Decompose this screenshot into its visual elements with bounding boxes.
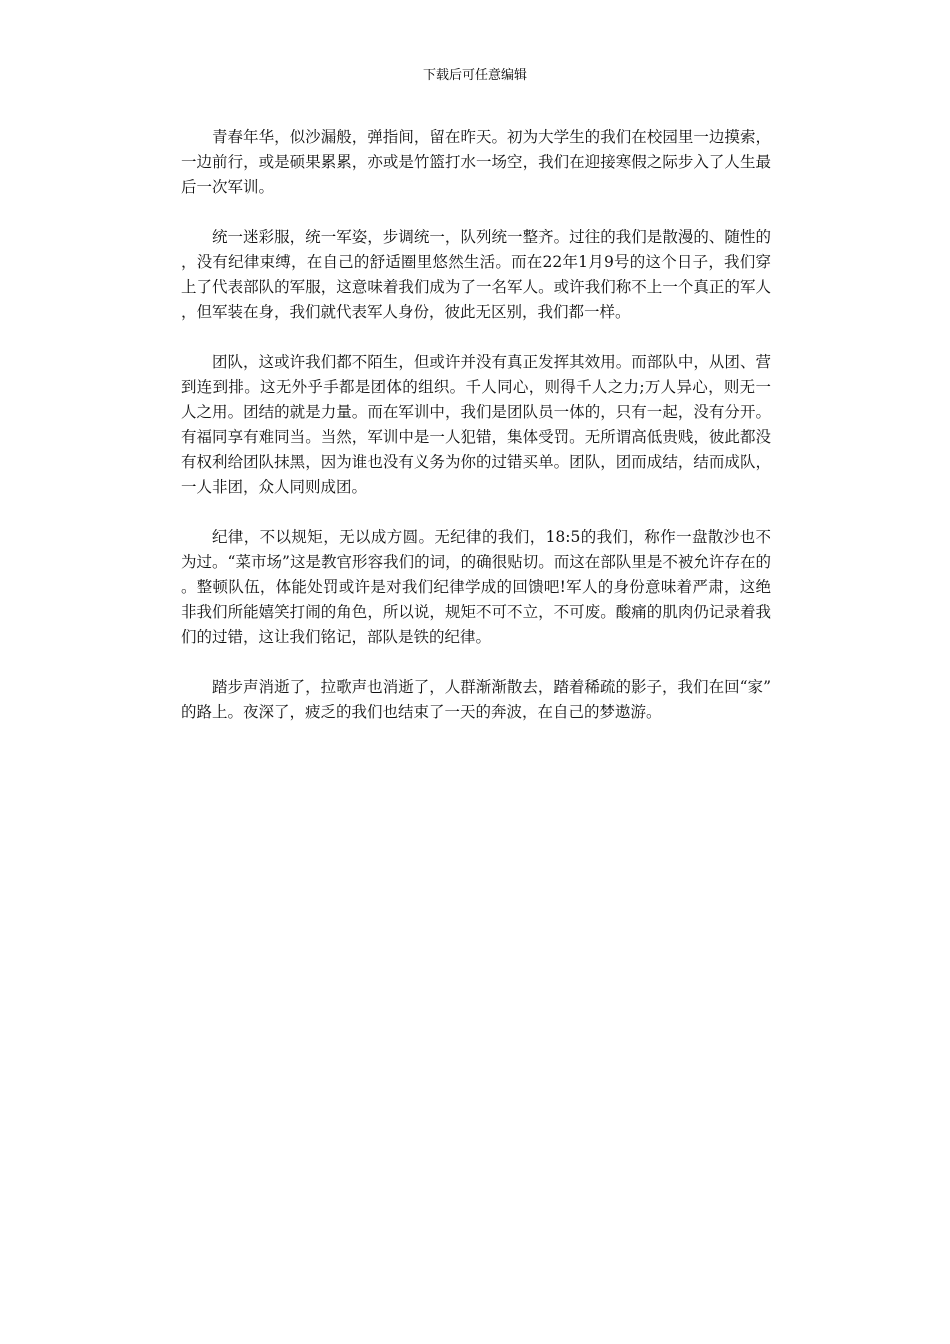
paragraph-4: 纪律，不以规矩，无以成方圆。无纪律的我们，18:5的我们，称作一盘散沙也不为过。“菜市场”这是教官形容我们的词，的确很贴切。而这在部队里是不被允许存在的。整顿队伍，体能处罚或许是对我们纪律学成的回馈吧!军人的身份意味着严肃，这绝非我们所能嬉笑打闹的角色，所以说，规矩不可不立，不可废。酸痛的肌肉仍记录着我们的过错，这让我们铭记，部队是铁的纪律。 [181,528,771,646]
page-header: 下载后可任意编辑 [422,68,527,83]
paragraph-2: 统一迷彩服，统一军姿，步调统一，队列统一整齐。过往的我们是散漫的、随性的，没有纪律束缚，在自己的舒适圈里悠然生活。而在22年1月9号的这个日子，我们穿上了代表部队的军服，这意味着我们成为了一名军人。或许我们称不上一个真正的军人，但军装在身，我们就代表军人身份，彼此无区别，我们都一样。 [181,228,771,321]
document-body [181,125,771,750]
paragraph-5: 踏步声消逝了，拉歌声也消逝了，人群渐渐散去，踏着稀疏的影子，我们在回“家”的路上。夜深了，疲乏的我们也结束了一天的奔波，在自己的梦遨游。 [181,678,771,721]
paragraph-3: 团队，这或许我们都不陌生，但或许并没有真正发挥其效用。而部队中，从团、营到连到排。这无外乎手都是团体的组织。千人同心，则得千人之力;万人异心，则无一人之用。团结的就是力量。而在军训中，我们是团队员一体的，只有一起，没有分开。有福同享有难同当。当然，军训中是一人犯错，集体受罚。无所谓高低贵贱，彼此都没有权利给团队抹黑，因为谁也没有义务为你的过错买单。团队，团而成结，结而成队，一人非团，众人同则成团。 [181,353,771,496]
paragraph-1: 青春年华，似沙漏般，弹指间，留在昨天。初为大学生的我们在校园里一边摸索，一边前行，或是硕果累累，亦或是竹篮打水一场空，我们在迎接寒假之际步入了人生最后一次军训。 [181,128,771,196]
